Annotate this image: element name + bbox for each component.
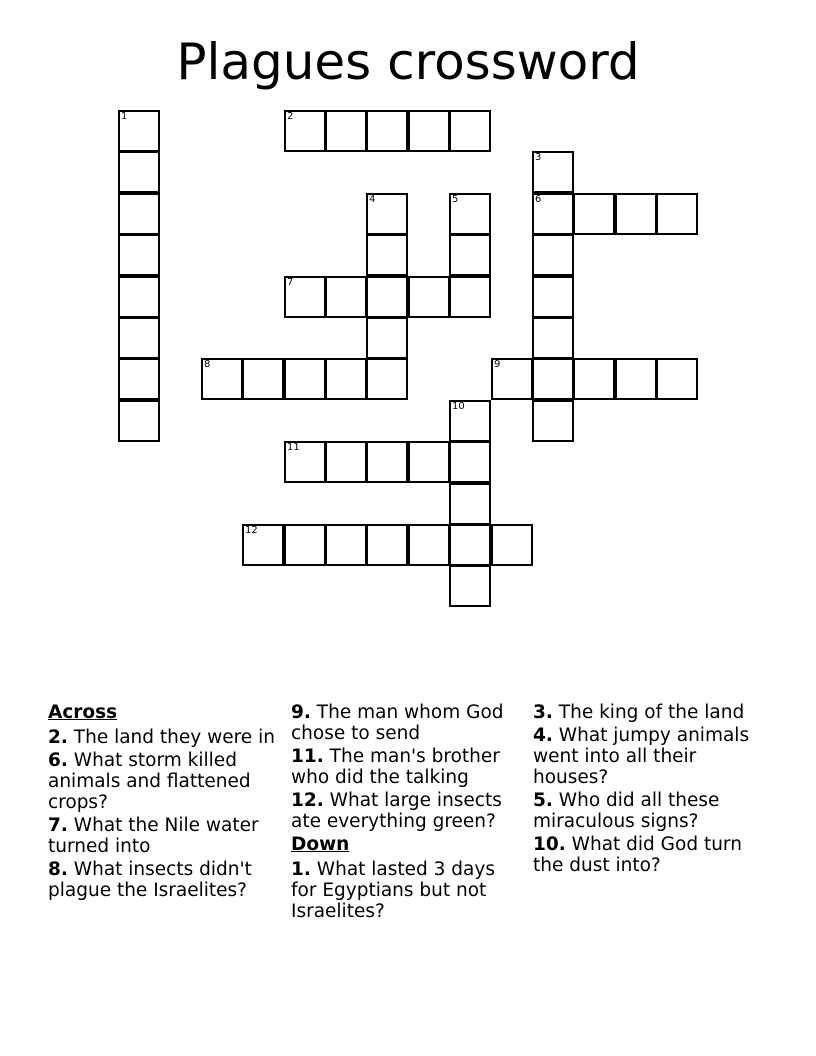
clue-number-label: 6 (535, 194, 542, 205)
clue-number-label: 10 (452, 401, 465, 412)
grid-cell[interactable] (325, 110, 367, 152)
grid-cell[interactable] (573, 193, 615, 235)
clue-item (48, 859, 280, 901)
grid-cell[interactable] (449, 565, 491, 607)
clue-number: 3. (533, 702, 553, 723)
grid-cell[interactable] (325, 524, 367, 566)
grid-cell[interactable] (284, 276, 326, 318)
clue-column-1 (48, 702, 280, 903)
grid-cell[interactable] (118, 317, 160, 359)
grid-cell[interactable] (449, 193, 491, 235)
grid-cell[interactable] (573, 358, 615, 400)
clue-number-label: 11 (287, 442, 300, 453)
clue-text: What large insects ate everything green? (291, 790, 502, 832)
page-title: Plagues crossword (176, 33, 640, 91)
clue-item (291, 790, 523, 832)
grid-cell[interactable] (366, 524, 408, 566)
clue-text: The man's brother who did the talking (291, 746, 500, 788)
clue-item (291, 746, 523, 788)
clue-number: 7. (48, 815, 68, 836)
clue-text: What insects didn't plague the Israelites? (48, 859, 252, 901)
clue-text: What the Nile water turned into (48, 815, 259, 857)
clue-number: 11. (291, 746, 324, 767)
grid-cell[interactable] (532, 151, 574, 193)
clue-number-label: 9 (494, 359, 501, 370)
grid-cell[interactable] (284, 110, 326, 152)
grid-cell[interactable] (118, 276, 160, 318)
clue-item (533, 790, 765, 832)
grid-cell[interactable] (366, 110, 408, 152)
clue-number: 4. (533, 725, 553, 746)
clue-column-3 (533, 702, 765, 878)
clue-number: 2. (48, 727, 68, 748)
grid-cell[interactable] (284, 524, 326, 566)
clue-number: 9. (291, 702, 311, 723)
grid-cell[interactable] (532, 193, 574, 235)
grid-cell[interactable] (408, 441, 450, 483)
clue-text: The king of the land (558, 702, 745, 723)
clue-item (291, 702, 523, 744)
clue-item (48, 727, 280, 748)
grid-cell[interactable] (366, 276, 408, 318)
clue-number: 5. (533, 790, 553, 811)
grid-cell[interactable] (449, 524, 491, 566)
grid-cell[interactable] (408, 524, 450, 566)
clue-number: 6. (48, 750, 68, 771)
grid-cell[interactable] (366, 193, 408, 235)
clue-text: The man whom God chose to send (291, 702, 504, 744)
clue-number-label: 5 (452, 194, 459, 205)
grid-cell[interactable] (532, 400, 574, 442)
clue-item (48, 815, 280, 857)
clue-item (533, 834, 765, 876)
grid-cell[interactable] (532, 234, 574, 276)
grid-cell[interactable] (532, 276, 574, 318)
grid-cell[interactable] (201, 358, 243, 400)
grid-cell[interactable] (449, 441, 491, 483)
grid-cell[interactable] (118, 110, 160, 152)
down-heading: Down (291, 834, 350, 855)
clue-number-label: 8 (204, 359, 211, 370)
clue-item (533, 725, 765, 788)
grid-cell[interactable] (366, 358, 408, 400)
clue-number: 12. (291, 790, 324, 811)
grid-cell[interactable] (449, 483, 491, 525)
grid-cell[interactable] (118, 358, 160, 400)
grid-cell[interactable] (408, 110, 450, 152)
grid-cell[interactable] (491, 524, 533, 566)
clue-number: 8. (48, 859, 68, 880)
clue-number-label: 12 (245, 525, 258, 536)
clue-text: The land they were in (73, 727, 275, 748)
grid-cell[interactable] (532, 317, 574, 359)
grid-cell[interactable] (449, 400, 491, 442)
grid-cell[interactable] (284, 441, 326, 483)
clue-text: What lasted 3 days for Egyptians but not Israelites? (291, 859, 495, 922)
across-heading: Across (48, 702, 118, 723)
clue-number-label: 4 (369, 194, 376, 205)
clue-number-label: 7 (287, 277, 294, 288)
clue-number: 1. (291, 859, 311, 880)
grid-cell[interactable] (325, 276, 367, 318)
clue-text: What storm killed animals and flattened crops? (48, 750, 251, 813)
clue-number: 10. (533, 834, 566, 855)
grid-cell[interactable] (449, 110, 491, 152)
grid-cell[interactable] (242, 358, 284, 400)
grid-cell[interactable] (615, 193, 657, 235)
grid-cell[interactable] (118, 400, 160, 442)
grid-cell[interactable] (615, 358, 657, 400)
grid-cell[interactable] (491, 358, 533, 400)
grid-cell[interactable] (325, 358, 367, 400)
grid-cell[interactable] (656, 358, 698, 400)
grid-cell[interactable] (449, 276, 491, 318)
grid-cell[interactable] (366, 441, 408, 483)
grid-cell[interactable] (118, 193, 160, 235)
grid-cell[interactable] (532, 358, 574, 400)
grid-cell[interactable] (284, 358, 326, 400)
grid-cell[interactable] (242, 524, 284, 566)
clue-item (533, 702, 765, 723)
clue-item (291, 859, 523, 922)
grid-cell[interactable] (656, 193, 698, 235)
grid-cell[interactable] (118, 151, 160, 193)
clue-text: Who did all these miraculous signs? (533, 790, 720, 832)
grid-cell[interactable] (366, 317, 408, 359)
grid-cell[interactable] (366, 234, 408, 276)
grid-cell[interactable] (325, 441, 367, 483)
grid-cell[interactable] (408, 276, 450, 318)
clue-text: What jumpy animals went into all their houses? (533, 725, 750, 788)
clue-number-label: 3 (535, 152, 542, 163)
clue-text: What did God turn the dust into? (533, 834, 742, 876)
clue-number-label: 2 (287, 111, 294, 122)
grid-cell[interactable] (449, 234, 491, 276)
clue-column-2 (291, 702, 523, 924)
clue-number-label: 1 (121, 111, 128, 122)
grid-cell[interactable] (118, 234, 160, 276)
clue-item (48, 750, 280, 813)
